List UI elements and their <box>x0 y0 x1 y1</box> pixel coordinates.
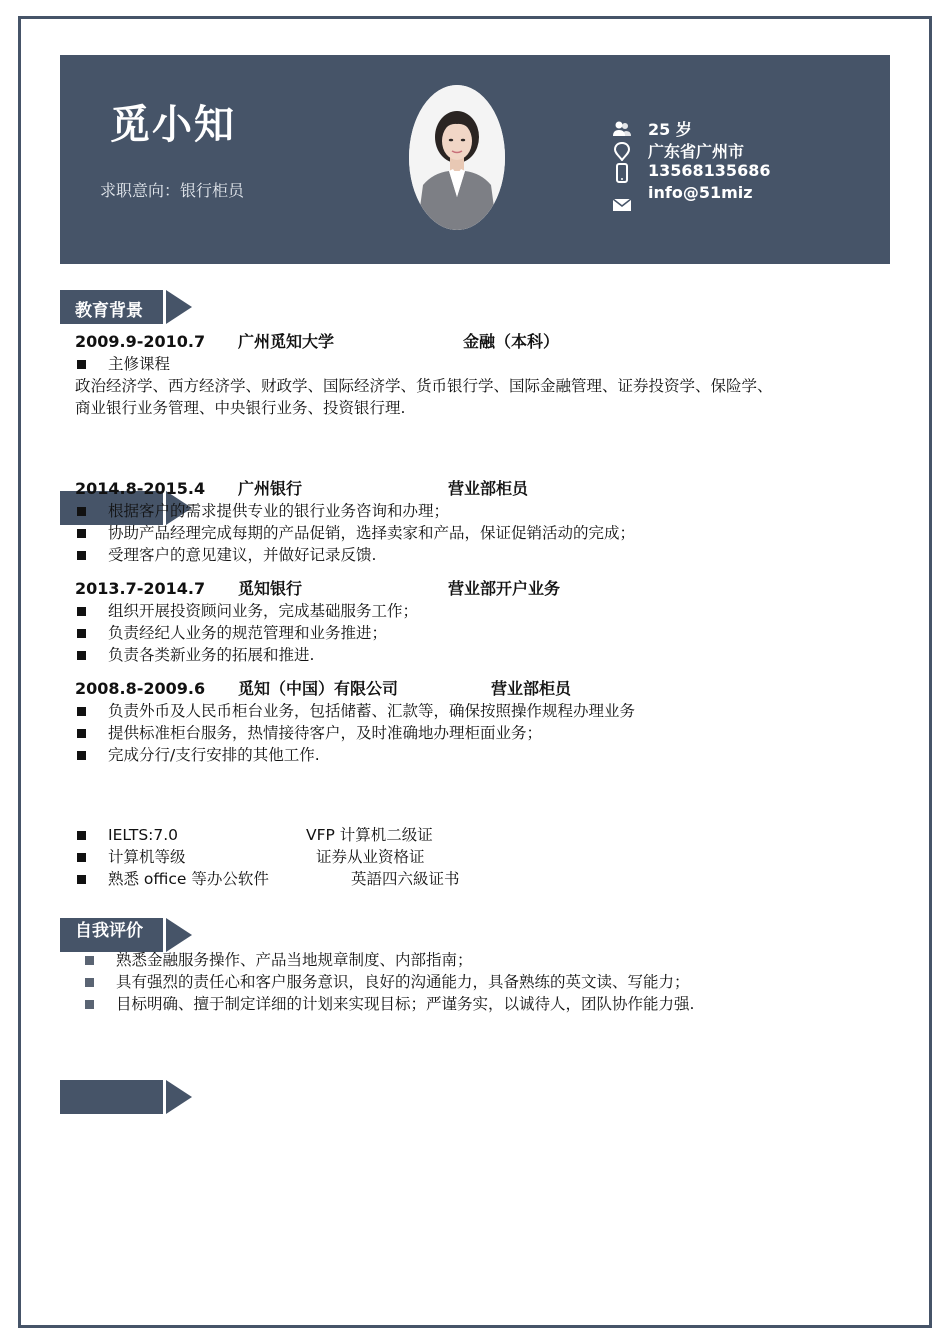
duty-text: 提供标准柜台服务，热情接待客户，及时准确地办理柜面业务； <box>108 724 543 742</box>
skill-right: 证券从业资格证 <box>316 848 425 866</box>
age-text: 25 岁 <box>648 120 692 139</box>
duty-text: 完成分行/支行安排的其他工作. <box>108 746 320 764</box>
duty-text: 协助产品经理完成每期的产品促销，选择卖家和产品，保证促销活动的完成； <box>108 524 636 542</box>
self-eval-text: 目标明确、擅于制定详细的计划来实现目标；严谨务实，以诚待人，团队协作能力强. <box>116 995 695 1013</box>
section-title-education: 教育背景 <box>75 301 143 321</box>
duty-text: 组织开展投资顾问业务，完成基础服务工作； <box>108 602 419 620</box>
phone-icon <box>612 163 632 183</box>
user-icon <box>612 119 632 139</box>
course-title: 主修课程 <box>108 355 171 373</box>
skill-left: 熟悉 office 等办公软件 <box>108 870 269 888</box>
location-icon <box>612 141 632 161</box>
candidate-name: 觅小知 <box>110 102 236 148</box>
job-intent <box>100 178 244 201</box>
duty-text: 负责经纪人业务的规范管理和业务推进； <box>108 624 388 642</box>
experience-period: 2013.7-2014.7 <box>75 579 206 598</box>
section-tag-empty <box>60 1080 192 1114</box>
email-text: info@51miz <box>648 183 753 202</box>
experience-role: 营业部柜员 <box>448 479 529 498</box>
profile-photo-illustration <box>409 85 505 230</box>
self-eval-text: 熟悉金融服务操作、产品当地规章制度、内部指南； <box>116 951 473 969</box>
courses-line-2: 商业银行业务管理、中央银行业务、投资银行理. <box>75 399 406 417</box>
duty-text: 受理客户的意见建议，并做好记录反馈. <box>108 546 377 564</box>
education-school: 广州觅知大学 <box>238 332 335 351</box>
job-intent-label: 求职意向： <box>100 181 181 200</box>
education-period: 2009.9-2010.7 <box>75 332 206 351</box>
location-text: 广东省广州市 <box>648 142 745 161</box>
education-major: 金融（本科） <box>463 332 560 351</box>
experience-role: 营业部开户业务 <box>448 579 561 598</box>
duty-text: 负责各类新业务的拓展和推进. <box>108 646 315 664</box>
job-intent-value: 银行柜员 <box>180 181 245 200</box>
section-tag-education <box>60 290 192 324</box>
duty-text: 负责外币及人民币柜台业务，包括储蓄、汇款等，确保按照操作规程办理业务 <box>108 702 636 720</box>
experience-role: 营业部柜员 <box>491 679 572 698</box>
experience-period: 2008.8-2009.6 <box>75 679 206 698</box>
skill-right: VFP 计算机二级证 <box>306 826 433 844</box>
profile-photo <box>409 85 505 230</box>
section-title-self-eval: 自我评价 <box>75 921 143 941</box>
section-tag-self-eval <box>60 918 192 952</box>
experience-period: 2014.8-2015.4 <box>75 479 206 498</box>
experience-company: 觅知（中国）有限公司 <box>238 679 399 698</box>
duty-text: 根据客户的需求提供专业的银行业务咨询和办理； <box>108 502 450 520</box>
mail-icon <box>612 195 632 215</box>
courses-line-1: 政治经济学、西方经济学、财政学、国际经济学、货币银行学、国际金融管理、证券投资学、保险学、 <box>75 377 773 395</box>
resume-header <box>60 55 890 264</box>
skill-left: 计算机等级 <box>108 848 186 866</box>
skill-right: 英語四六級证书 <box>351 870 460 888</box>
phone-text: 13568135686 <box>648 161 771 180</box>
experience-company: 广州银行 <box>238 479 303 498</box>
self-eval-text: 具有强烈的责任心和客户服务意识，良好的沟通能力，具备熟练的英文读、写能力； <box>116 973 690 991</box>
skill-left: IELTS:7.0 <box>108 826 179 844</box>
experience-company: 觅知银行 <box>238 579 303 598</box>
